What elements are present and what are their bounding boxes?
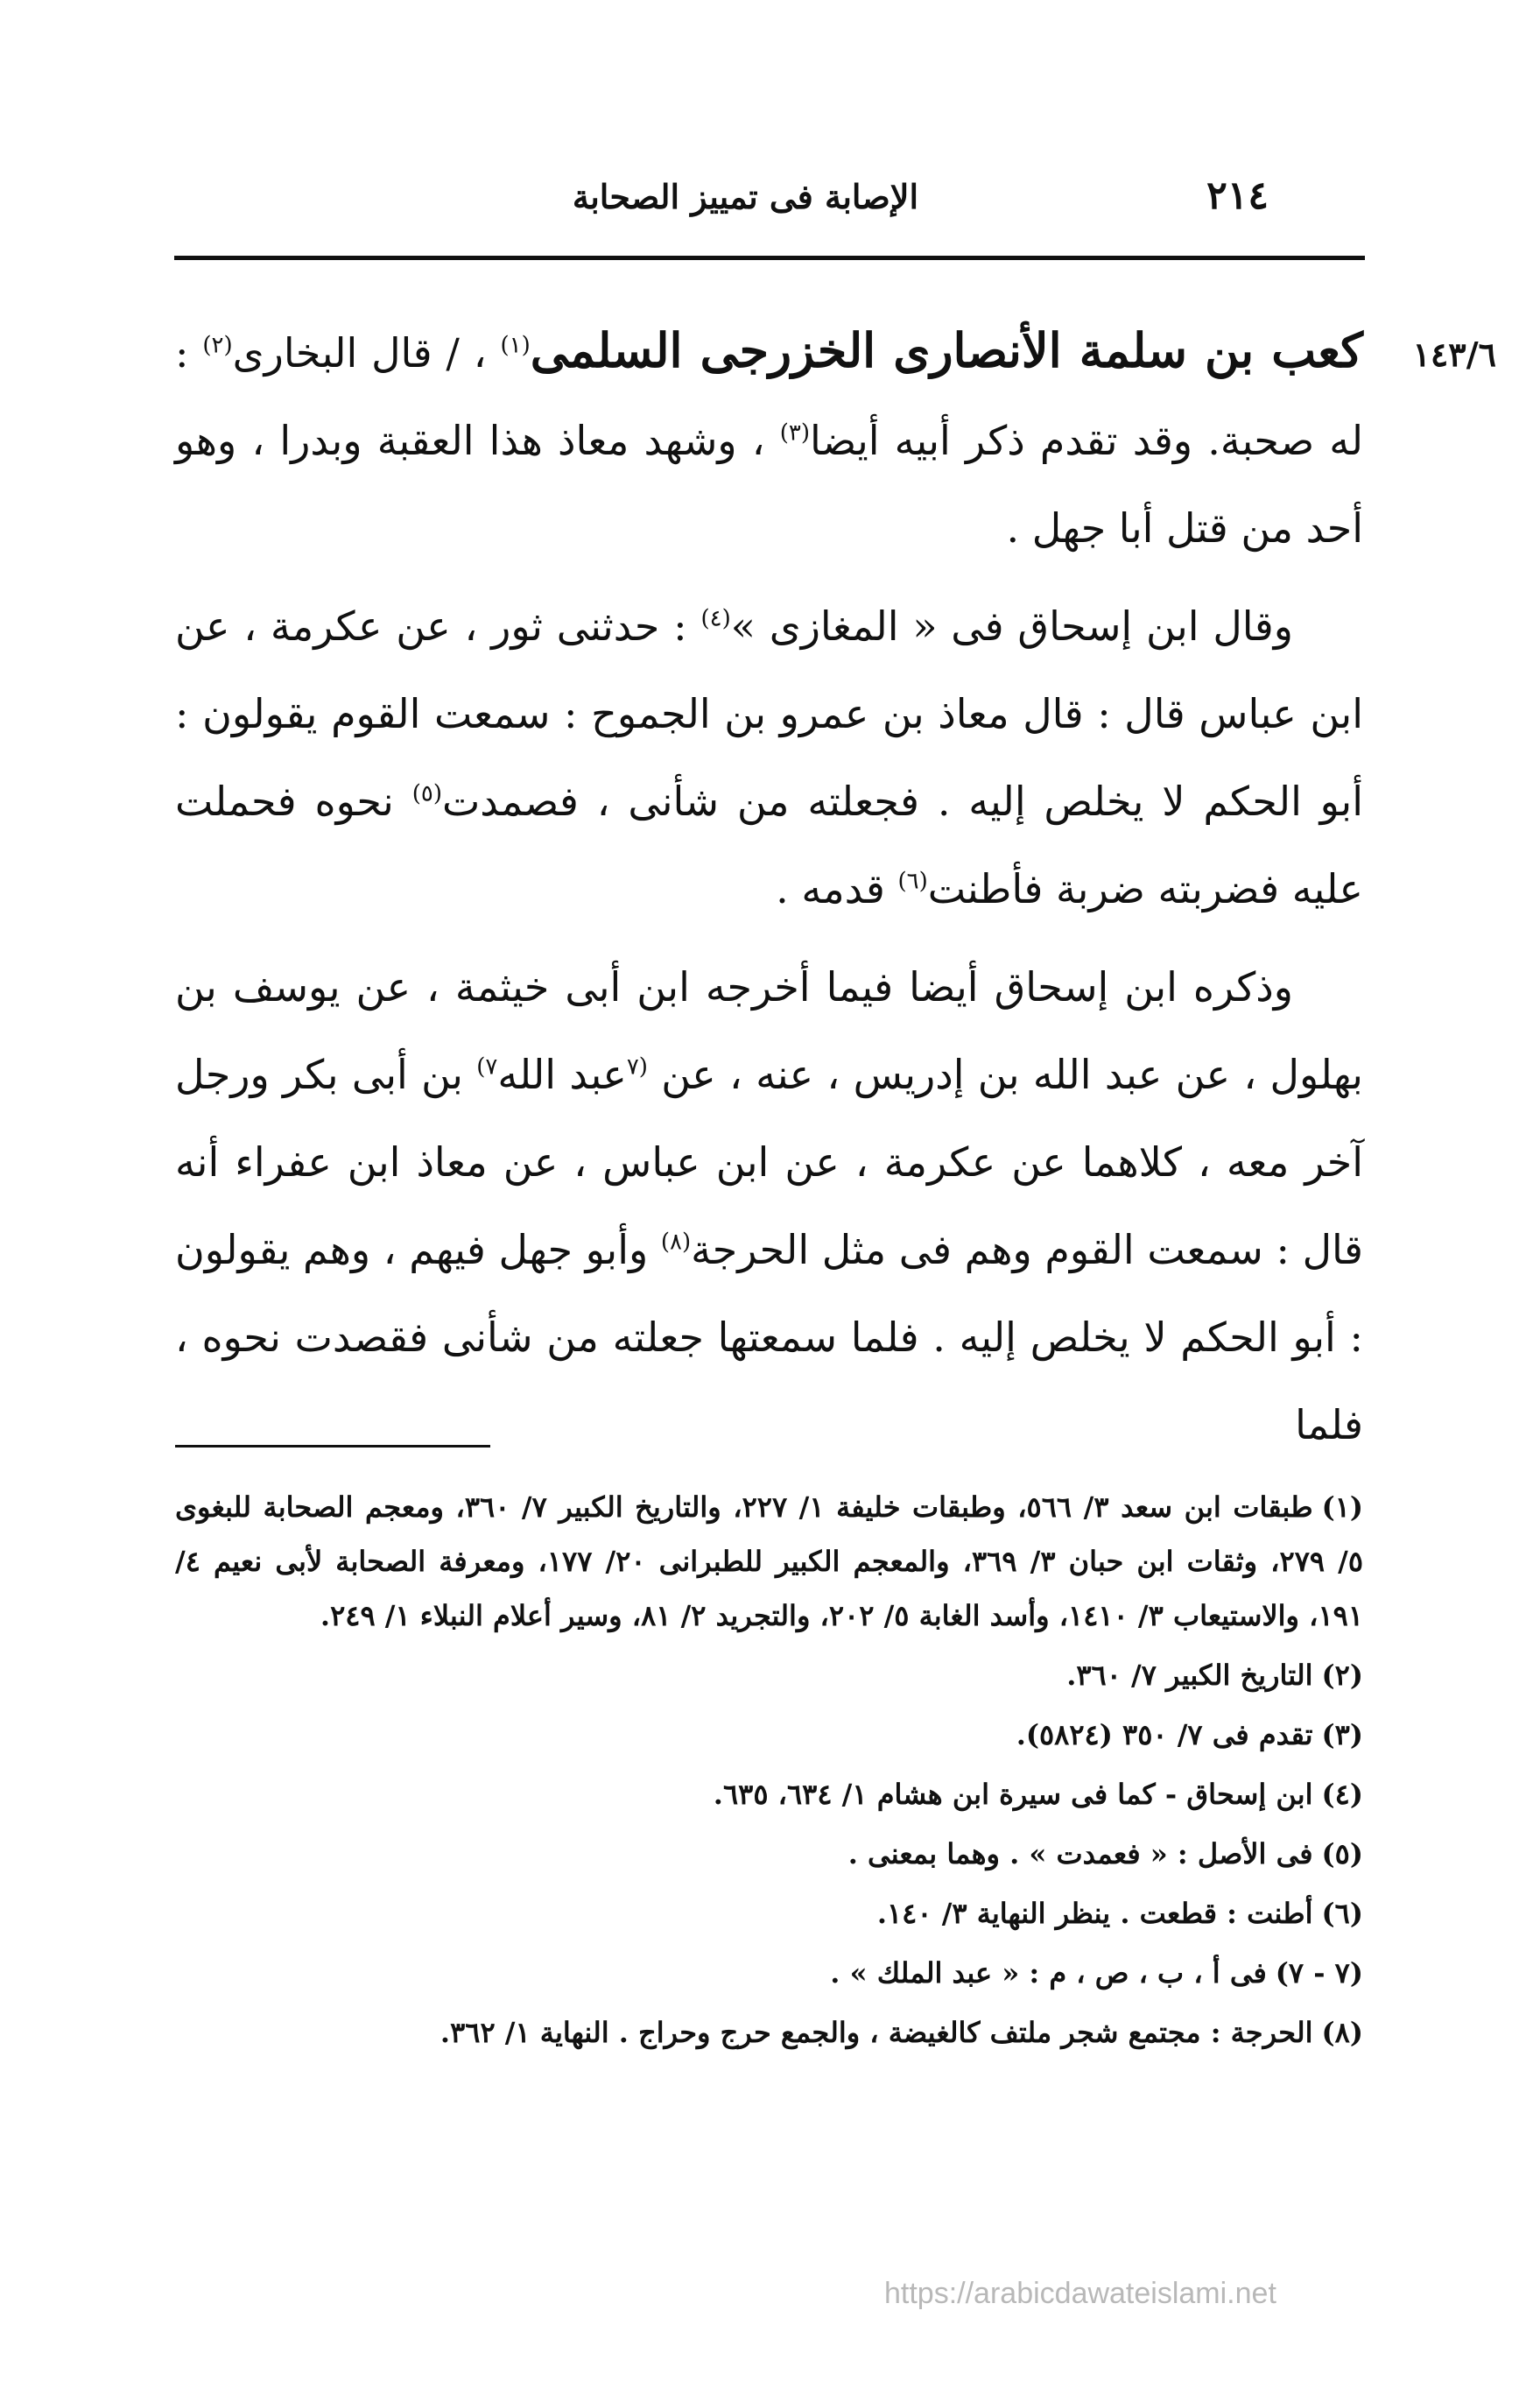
footnote-text: فى أ ، ب ، ص ، م : « عبد الملك » . [830,1956,1267,1990]
entry-paragraph [175,306,1363,572]
main-text [175,306,1363,1469]
footnote-marker: (١) [1321,1490,1364,1524]
header-rule [174,256,1365,260]
page-number: ٢١٤ [1206,173,1269,218]
paragraph-2 [175,582,1363,933]
book-title: الإصابة فى تمييز الصحابة [572,177,918,216]
footnote-marker: (٦) [1321,1897,1363,1930]
footnote-8 [175,2005,1363,2060]
footnote-ref-1[interactable]: (١) [500,332,531,359]
footnote-text: تقدم فى ٧/ ٣٥٠ (٥٨٢٤). [1016,1718,1313,1751]
footnote-marker: (٣) [1321,1718,1363,1751]
footnote-ref-8[interactable]: (٨) [660,1229,692,1256]
footnote-3 [175,1708,1363,1762]
footnote-7 [175,1946,1363,2000]
footnote-ref-6[interactable]: (٦) [897,868,928,895]
footnote-ref-5[interactable]: (٥) [411,780,442,807]
footnote-text: أطنت : قطعت . ينظر النهاية ٣/ ١٤٠. [876,1897,1313,1930]
entry-text: ، / قال البخارى [232,329,487,377]
entry-text: : له صحبة. وقد تقدم ذكر أبيه أيضا [175,329,1363,464]
paragraph-text: قدمه . [776,865,885,912]
running-header [174,168,1365,231]
paragraph-3 [175,943,1363,1469]
paragraph-text: عبد الله [497,1051,627,1098]
entry-name: كعب بن سلمة الأنصارى الخزرجى السلمى [530,322,1363,378]
footnote-ref-3[interactable]: (٣) [779,419,811,447]
footnote-ref-7-end[interactable]: ٧) [476,1053,498,1081]
footnote-marker: (٢) [1321,1659,1363,1692]
footnote-marker: (٧ - ٧) [1275,1956,1363,1990]
footnote-marker: (٥) [1321,1837,1363,1870]
footnotes [175,1480,1363,2065]
footnote-marker: (٤) [1321,1778,1363,1811]
entry-number: ١٤٣/٦ [1412,335,1496,374]
footnote-text: التاريخ الكبير ٧/ ٣٦٠. [1066,1659,1313,1692]
paragraph-text: نحوه فحملت عليه فضربته ضربة فأطنت [175,778,1363,912]
paragraph-text: وأبو جهل فيهم ، وهم يقولون : أبو الحكم لا يخلص إليه . فلما سمعتها جعلته من شأنى فقصدت نحوه ، فلما [175,1226,1363,1448]
footnote-4 [175,1767,1363,1821]
paragraph-text: : حدثنى ثور ، عن عكرمة ، عن ابن عباس قال : قال معاذ بن عمرو بن الجموح : سمعت القوم يقولون : أبو الحكم لا يخلص إليه . فجعلته من شأنى ، فصمدت [175,602,1364,825]
footnote-1 [175,1480,1363,1643]
footnote-rule [175,1445,490,1448]
footnote-6 [175,1886,1363,1941]
footnote-ref-7-start[interactable]: (٧ [626,1053,648,1081]
paragraph-text: بن أبى بكر ورجل آخر معه ، كلاهما عن عكرمة ، عن ابن عباس ، عن معاذ ابن عفراء أنه قال : سمعت القوم وهم فى مثل الحرجة [175,1051,1364,1273]
paragraph-text: وقال ابن إسحاق فى « المغازى » [730,602,1293,650]
footnote-ref-4[interactable]: (٤) [700,605,731,632]
watermark-url: https://arabicdawateislami.net [884,2277,1276,2310]
paragraph-text: وذكره ابن إسحاق أيضا فيما أخرجه ابن أبى خيثمة ، عن يوسف بن بهلول ، عن عبد الله بن إدريس ، عنه ، عن [175,963,1363,1098]
footnote-text: طبقات ابن سعد ٣/ ٥٦٦، وطبقات خليفة ١/ ٢٢٧، والتاريخ الكبير ٧/ ٣٦٠، ومعجم الصحابة للبغوى ٥/ ٢٧٩، وثقات ابن حبان ٣/ ٣٦٩، والمعجم الكبير للطبرانى ٢٠/ ١٧٧، ومعرفة الصحابة لأبى نعيم ٤/ ١٩١، والاستيعاب ٣/ ١٤١٠، وأسد الغابة ٥/ ٢٠٢، والتجريد ٢/ ٨١، وسير أعلام النبلاء ١/ ٢٤٩. [175,1490,1364,1632]
footnote-text: ابن إسحاق - كما فى سيرة ابن هشام ١/ ٦٣٤، ٦٣٥. [713,1778,1313,1811]
footnote-marker: (٨) [1321,2016,1363,2049]
footnote-2 [175,1648,1363,1702]
entry-text: ، وشهد معاذ هذا العقبة وبدرا ، وهو أحد من قتل أبا جهل . [175,417,1363,552]
footnote-5 [175,1827,1363,1881]
footnote-ref-2[interactable]: (٢) [202,332,233,359]
footnote-text: فى الأصل : « فعمدت » . وهما بمعنى . [847,1837,1313,1870]
footnote-text: الحرجة : مجتمع شجر ملتف كالغيضة ، والجمع حرج وحراج . النهاية ١/ ٣٦٢. [439,2016,1313,2049]
